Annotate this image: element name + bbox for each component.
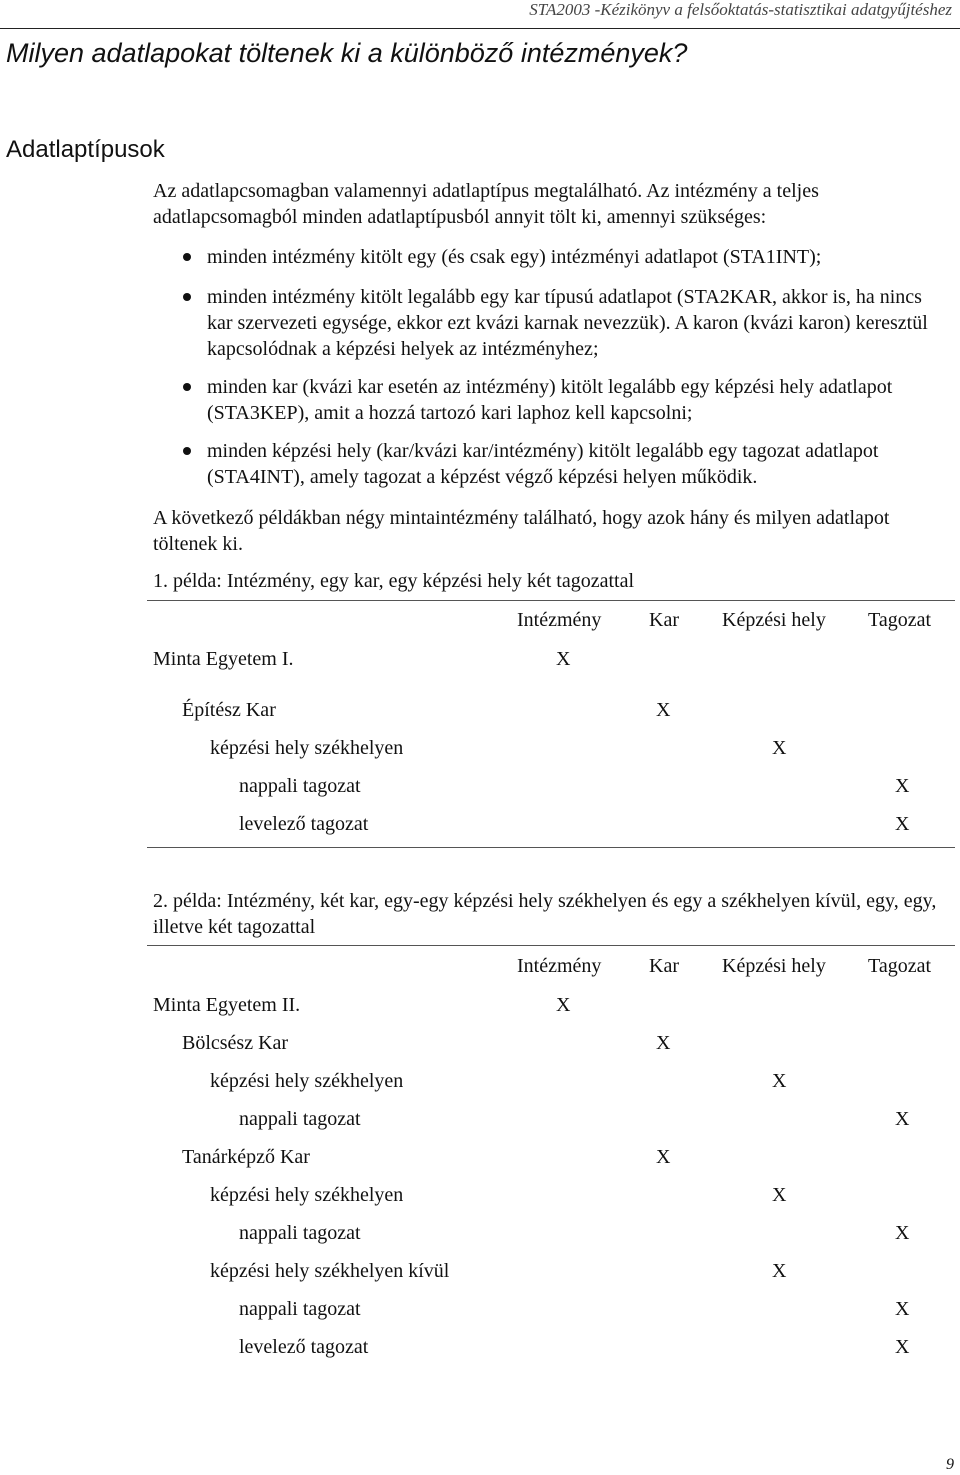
bullet-item [153,374,928,426]
example1-title: 1. példa: Intézmény, egy kar, egy képzési hely két tagozattal [153,570,635,592]
column-header-tagozat: Tagozat [868,609,932,631]
table-row-mark: X [895,775,910,797]
table-row-mark: X [556,648,571,670]
bullet-text: minden intézmény kitölt egy (és csak egy) intézményi adatlapot (STA1INT); [207,246,822,268]
column-header-intezmeny: Intézmény [517,955,602,977]
table-row-label: nappali tagozat [239,1222,361,1244]
bullet-text: minden képzési hely (kar/kvázi kar/intézmény) kitölt legalább egy tagozat adatlapot (STA4INT), amely tagozat a képzést végző képzési helyen működik. [207,440,879,488]
table-row-label: levelező tagozat [239,1336,369,1358]
table-row-mark: X [895,813,910,835]
bullet-icon [183,293,191,301]
table-row-mark: X [895,1222,910,1244]
table-row-mark: X [656,1032,671,1054]
table-row-label: nappali tagozat [239,775,361,797]
intro-paragraph: Az adatlapcsomagban valamennyi adatlaptípus megtalálható. Az intézmény a teljes adatlapcsomagból minden adatlaptípusból annyit tölt ki, amennyi szükséges: [153,180,819,228]
table-row-mark: X [772,1260,787,1282]
example2-title: 2. példa: Intézmény, két kar, egy-egy képzési hely székhelyen és egy a székhelyen kívül, egy, egy, illetve két tagozattal [153,890,937,938]
table-row-label: levelező tagozat [239,813,369,835]
adatlap-bullet-list [153,244,928,490]
example1-top-rule [147,600,955,601]
table-row-label: nappali tagozat [239,1298,361,1320]
column-header-kepzesi-hely: Képzési hely [722,955,826,977]
table-row-mark: X [772,1070,787,1092]
bullet-item [153,244,928,270]
table-row-label: képzési hely székhelyen [210,737,404,759]
table-row-label: Építész Kar [182,699,276,721]
example1-bottom-rule [147,847,955,848]
table-row-mark: X [772,1184,787,1206]
header-rule [0,28,960,29]
table-row-mark: X [895,1108,910,1130]
bullet-icon [183,383,191,391]
table-row-label: Minta Egyetem II. [153,994,301,1016]
running-header: STA2003 -Kézikönyv a felsőoktatás-statisztikai adatgyűjtéshez [529,0,952,19]
table-row-mark: X [895,1298,910,1320]
table-row-mark: X [895,1336,910,1358]
bullet-icon [183,253,191,261]
outro-paragraph: A következő példákban négy mintaintézmény található, hogy azok hány és milyen adatlapot töltenek ki. [153,507,890,555]
table-row-label: képzési hely székhelyen [210,1070,404,1092]
table-row-mark: X [556,994,571,1016]
table-row-mark: X [772,737,787,759]
bullet-icon [183,447,191,455]
example2-top-rule [147,945,955,946]
page-number: 9 [946,1456,954,1473]
column-header-kar: Kar [649,955,679,977]
column-header-kepzesi-hely: Képzési hely [722,609,826,631]
bullet-item [153,438,928,490]
table-row-label: Minta Egyetem I. [153,648,294,670]
bullet-text: minden kar (kvázi kar esetén az intézmény) kitölt legalább egy képzési hely adatlapot (STA3KEP), amit a hozzá tartozó kari laphoz kell kapcsolni; [207,376,893,424]
section-heading: Adatlaptípusok [6,136,165,163]
column-header-intezmeny: Intézmény [517,609,602,631]
table-row-label: nappali tagozat [239,1108,361,1130]
table-row-mark: X [656,1146,671,1168]
table-row-label: Bölcsész Kar [182,1032,289,1054]
page-title: Milyen adatlapokat töltenek ki a különböző intézmények? [6,38,688,68]
column-header-tagozat: Tagozat [868,955,932,977]
bullet-text: minden intézmény kitölt legalább egy kar típusú adatlapot (STA2KAR, akkor is, ha nincs kar szervezeti egysége, ekkor ezt kvázi karnak nevezzük). A karon (kvázi karon) keresztül kapcsolódnak a képzési helyek az intézményhez; [207,286,928,360]
table-row-label: képzési hely székhelyen [210,1184,404,1206]
table-row-mark: X [656,699,671,721]
bullet-item [153,284,928,362]
column-header-kar: Kar [649,609,679,631]
table-row-label: képzési hely székhelyen kívül [210,1260,450,1282]
table-row-label: Tanárképző Kar [182,1146,310,1168]
